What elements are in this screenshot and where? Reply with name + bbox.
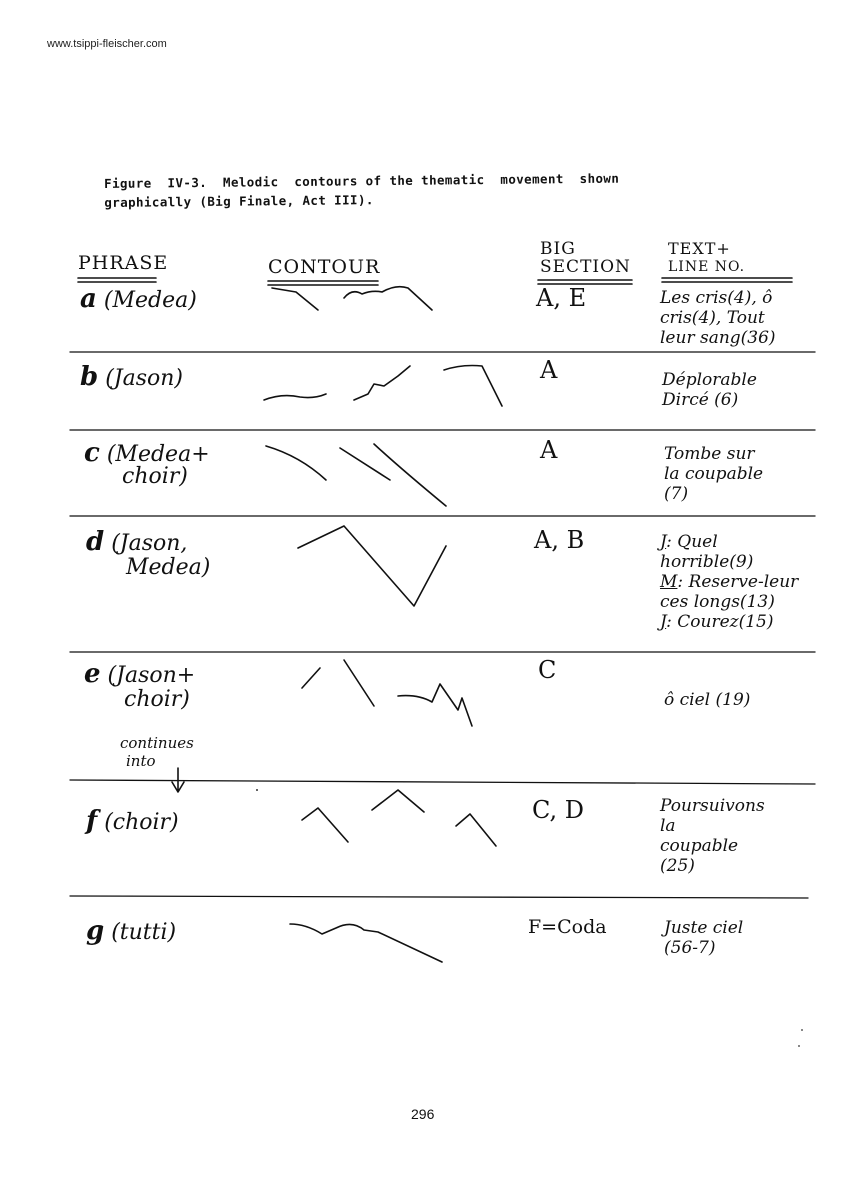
text-line: (25) <box>660 856 695 876</box>
section-c: A <box>540 436 558 464</box>
source-url: www.tsippi-fleischer.com <box>47 38 167 50</box>
speaker-initial: J <box>660 532 667 552</box>
speaker-text: : Reserve-leur <box>677 572 799 592</box>
contour-b-1 <box>264 394 326 400</box>
text-line: Poursuivons <box>660 796 765 816</box>
caption-line-1: Figure IV-3. Melodic contours of the thematic movement shown <box>104 170 620 191</box>
contour-f-1 <box>302 808 348 842</box>
speaker-initial: M <box>660 572 678 592</box>
contour-a-2 <box>344 287 432 310</box>
page-number: 296 <box>411 1106 435 1122</box>
text-header-line-2: LINE NO. <box>668 259 746 275</box>
phrase-voices: (choir) <box>104 810 179 835</box>
section-f: C, D <box>532 796 585 824</box>
contour-b-3 <box>444 366 502 407</box>
contour-b-2 <box>354 366 410 400</box>
section-e: C <box>538 656 557 684</box>
header-underlines <box>78 278 792 285</box>
phrase-letter: e <box>84 659 101 689</box>
speaker-text: : Quel <box>666 532 718 552</box>
section-a: A, E <box>536 284 587 312</box>
phrase-voices: (Jason, <box>111 531 188 556</box>
text-line: Tombe sur <box>664 444 755 464</box>
phrase-letter: a <box>80 284 97 314</box>
phrase-letter: f <box>86 806 98 836</box>
phrase-voices: (Jason) <box>105 366 183 391</box>
section-g: F=Coda <box>528 916 607 938</box>
note-line-1: continues <box>120 734 194 752</box>
phrase-letter: d <box>86 527 105 557</box>
caption-line-2: graphically (Big Finale, Act III). <box>104 192 374 210</box>
phrase-voices: (tutti) <box>111 920 177 945</box>
contour-c-1 <box>266 446 326 480</box>
text-line: leur sang(36) <box>660 328 776 348</box>
text-line: la <box>660 816 676 836</box>
stray-marks <box>256 789 803 1047</box>
contour-g-1 <box>290 924 442 962</box>
text-line: la coupable <box>664 464 764 484</box>
speaker-initial: J <box>660 612 667 632</box>
section-header-line-1: BIG <box>540 239 576 259</box>
phrase-voices: (Medea) <box>103 288 197 313</box>
text-line: coupable <box>660 836 739 856</box>
text-line: Déplorable <box>662 370 757 390</box>
section-b: A <box>540 356 558 384</box>
text-line: Juste ciel <box>664 918 744 938</box>
phrase-voices-line-2: Medea) <box>126 555 211 580</box>
contour-f-3 <box>456 814 496 846</box>
text-line: horrible(9) <box>660 552 754 572</box>
speaker-text: : Courez(15) <box>666 612 774 632</box>
contour-e-2 <box>344 660 374 706</box>
column-header-contour: CONTOUR <box>268 256 381 278</box>
text-line: (7) <box>664 484 689 504</box>
note-line-2: into <box>126 752 156 770</box>
column-header-phrase: PHRASE <box>78 252 169 274</box>
phrase-letter: g <box>86 916 105 946</box>
contour-d-1 <box>298 526 446 606</box>
text-header-line-1: TEXT+ <box>668 239 731 258</box>
section-header-line-2: SECTION <box>540 257 631 277</box>
text-line: ô ciel (19) <box>664 690 751 710</box>
phrase-voices: (Jason+ <box>107 663 196 688</box>
phrase-voices-line-2: choir) <box>124 687 190 712</box>
text-line: Dircé (6) <box>662 390 739 410</box>
phrase-letter: c <box>84 438 100 468</box>
section-d: A, B <box>534 526 585 554</box>
text-line: ces longs(13) <box>660 592 775 612</box>
text-line: Les cris(4), ô <box>660 288 773 308</box>
contour-e-3 <box>398 684 472 726</box>
row-separators <box>70 352 815 898</box>
contour-c-3 <box>374 444 446 506</box>
text-line: cris(4), Tout <box>660 308 765 328</box>
text-line: (56-7) <box>664 938 716 958</box>
contour-a-1 <box>272 288 318 310</box>
contour-f-2 <box>372 790 424 812</box>
phrase-voices: (Medea+ <box>106 442 210 467</box>
phrase-letter: b <box>80 362 99 392</box>
contour-e-1 <box>302 668 320 688</box>
phrase-voices-line-2: choir) <box>122 464 188 489</box>
